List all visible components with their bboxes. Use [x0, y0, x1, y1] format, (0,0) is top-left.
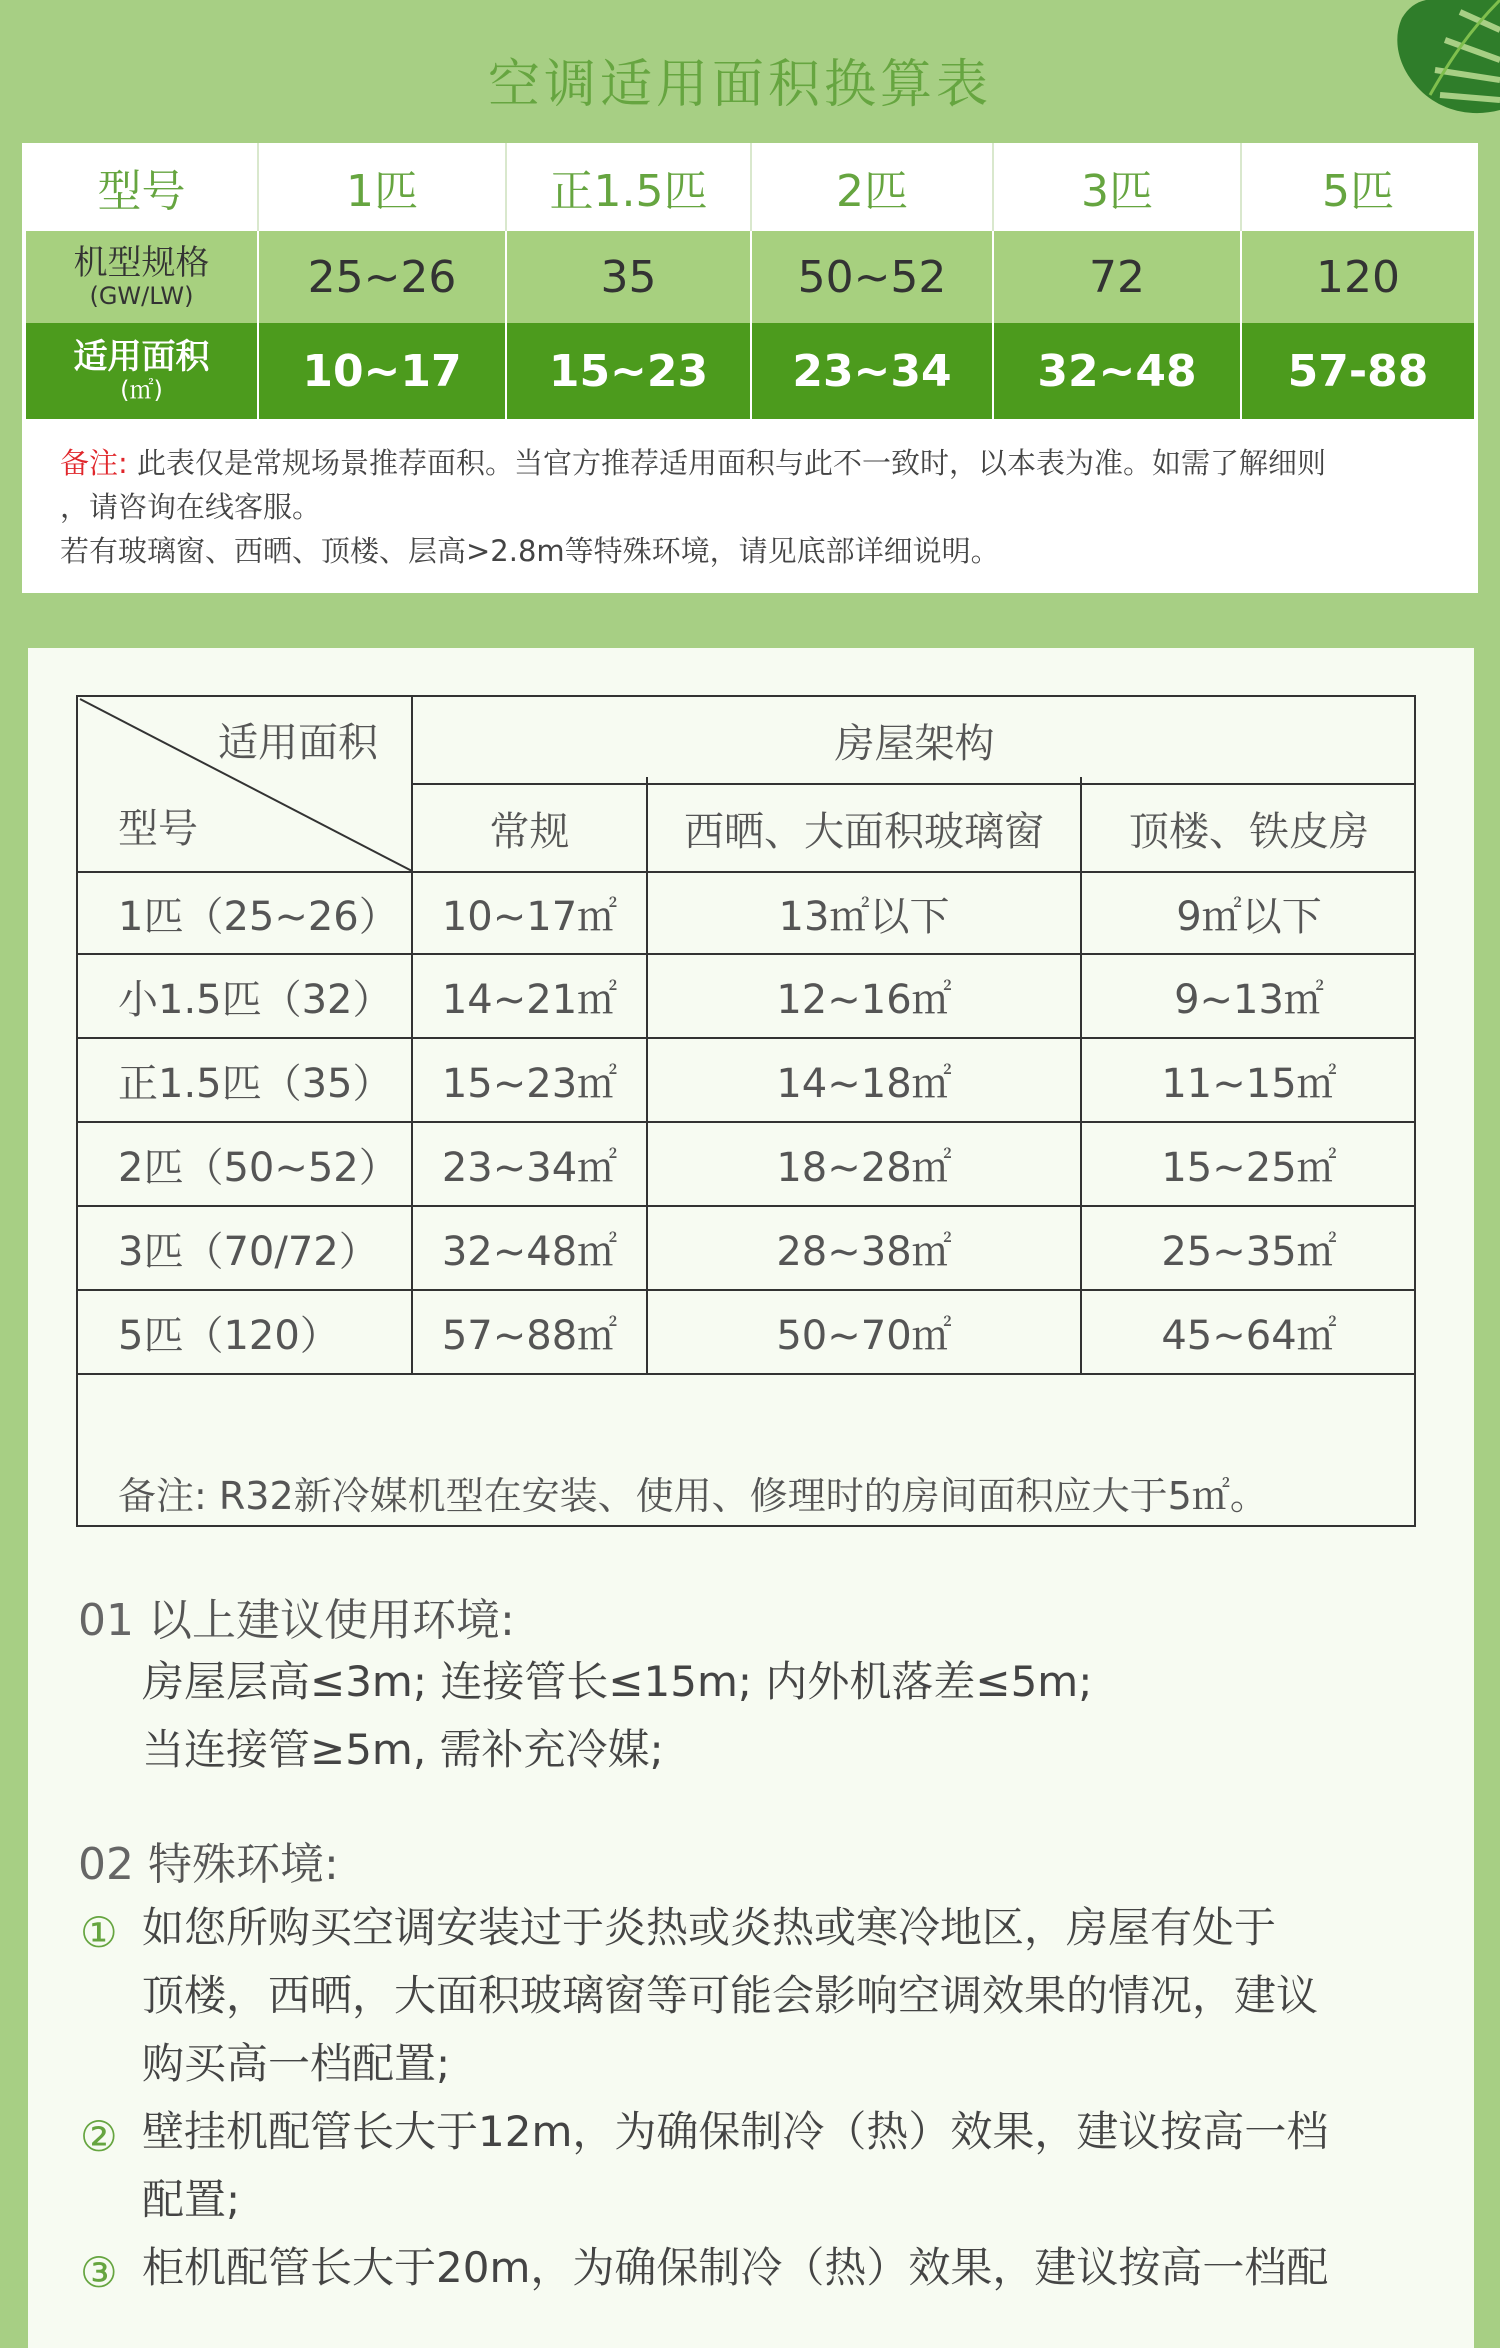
area-cell: 32~48 — [993, 323, 1241, 419]
table-cell: 15~25㎡ — [1161, 1144, 1337, 1191]
bullet-2: ② — [80, 2112, 118, 2161]
table-cell: 28~38㎡ — [776, 1228, 952, 1275]
table-cell: 50~70㎡ — [776, 1312, 952, 1359]
table-cell: 14~21㎡ — [441, 976, 618, 1023]
table-cell: 12~16㎡ — [776, 976, 952, 1023]
section-line: 柜机配管长大于20m，为确保制冷（热）效果，建议按高一档配 — [142, 2243, 1329, 2292]
section-line: 当连接管≥5m, 需补充冷媒; — [142, 1725, 664, 1774]
table-note: 备注: R32新冷媒机型在安装、使用、修理时的房间面积应大于5㎡。 — [118, 1473, 1268, 1518]
section-number: 01 — [78, 1595, 134, 1646]
table-cell: 32~48㎡ — [441, 1228, 618, 1275]
section-title — [78, 1584, 515, 1648]
row-label-main: 适用面积 — [73, 337, 210, 377]
section-line: 顶楼，西晒，大面积玻璃窗等可能会影响空调效果的情况，建议 — [142, 1971, 1319, 2020]
note-line: 此表仅是常规场景推荐面积。当官方推荐适用面积与此不一致时，以本表为准。如需了解细则 — [127, 446, 1327, 480]
section-line: 配置; — [142, 2175, 241, 2224]
spec-model-row — [26, 231, 1474, 323]
bullet-1: ① — [80, 1908, 118, 1957]
model-cell: 3匹（70/72） — [118, 1228, 379, 1275]
area-cell: 15~23 — [506, 323, 751, 419]
header-cell: 正1.5匹 — [506, 143, 751, 231]
spec-cell: 120 — [1241, 231, 1474, 323]
spec-header-row — [26, 143, 1474, 231]
model-cell: 2匹（50~52） — [118, 1144, 399, 1191]
spec-cell: 35 — [506, 231, 751, 323]
table-cell: 25~35㎡ — [1161, 1228, 1337, 1275]
section-number: 02 — [78, 1839, 134, 1890]
header-cell: 5匹 — [1241, 143, 1474, 231]
model-cell: 正1.5匹（35） — [118, 1060, 393, 1107]
spec-card — [22, 143, 1478, 593]
spec-cell: 72 — [993, 231, 1241, 323]
spec-cell: 25~26 — [258, 231, 506, 323]
table-cell: 23~34㎡ — [441, 1144, 618, 1191]
column-header: 顶楼、铁皮房 — [1129, 808, 1369, 855]
model-cell: 1匹（25~26） — [118, 893, 399, 940]
table-cell: 45~64㎡ — [1161, 1312, 1337, 1359]
table-cell: 9~13㎡ — [1174, 976, 1324, 1023]
header-cell: 1匹 — [258, 143, 506, 231]
section-line: 房屋层高≤3m; 连接管长≤15m; 内外机落差≤5m; — [142, 1657, 1093, 1706]
spec-area-row — [26, 323, 1474, 419]
table-cell: 10~17㎡ — [441, 893, 618, 940]
group-header: 房屋架构 — [834, 720, 995, 767]
row-label-main: 机型规格 — [73, 243, 210, 283]
detail-table — [76, 695, 1416, 1527]
section-line: 如您所购买空调安装过于炎热或炎热或寒冷地区，房屋有处于 — [142, 1903, 1277, 1952]
area-cell: 57-88 — [1241, 323, 1474, 419]
section-line: 购买高一档配置; — [142, 2039, 451, 2088]
header-cell: 3匹 — [993, 143, 1241, 231]
area-cell: 23~34 — [751, 323, 993, 419]
corner-top-label: 适用面积 — [218, 720, 378, 766]
section-heading: 特殊环境: — [148, 1839, 339, 1890]
row-label — [26, 323, 258, 419]
table-cell: 18~28㎡ — [776, 1144, 952, 1191]
note-line: 若有玻璃窗、西晒、顶楼、层高>2.8m等特殊环境，请见底部详细说明。 — [60, 534, 1000, 568]
model-cell: 5匹（120） — [118, 1312, 340, 1359]
row-label-sub: (㎡) — [120, 376, 163, 404]
row-label — [26, 231, 258, 323]
area-cell: 10~17 — [258, 323, 506, 419]
spec-table — [26, 143, 1474, 419]
table-cell: 9㎡以下 — [1176, 893, 1322, 940]
table-cell: 11~15㎡ — [1161, 1060, 1337, 1107]
model-cell: 小1.5匹（32） — [118, 976, 393, 1023]
row-label-sub: (GW/LW) — [89, 282, 194, 310]
bullet-3: ③ — [80, 2248, 118, 2297]
table-cell: 14~18㎡ — [776, 1060, 952, 1107]
table-cell: 15~23㎡ — [441, 1060, 618, 1107]
column-header: 常规 — [489, 808, 570, 855]
header-cell: 型号 — [26, 143, 258, 231]
note-line: ，请咨询在线客服。 — [60, 490, 322, 524]
top-note — [60, 441, 1460, 573]
column-header: 西晒、大面积玻璃窗 — [684, 808, 1044, 855]
corner-bottom-label: 型号 — [118, 806, 198, 852]
spec-cell: 50~52 — [751, 231, 993, 323]
section-title — [78, 1828, 339, 1892]
section-heading: 以上建议使用环境: — [148, 1595, 515, 1646]
section-line: 壁挂机配管长大于12m，为确保制冷（热）效果，建议按高一档 — [142, 2107, 1329, 2156]
table-cell: 57~88㎡ — [441, 1312, 618, 1359]
header-cell: 2匹 — [751, 143, 993, 231]
detail-card — [28, 648, 1474, 2348]
page-title: 空调适用面积换算表 — [487, 55, 992, 115]
table-cell: 13㎡以下 — [778, 893, 950, 940]
note-prefix: 备注: — [60, 446, 128, 480]
